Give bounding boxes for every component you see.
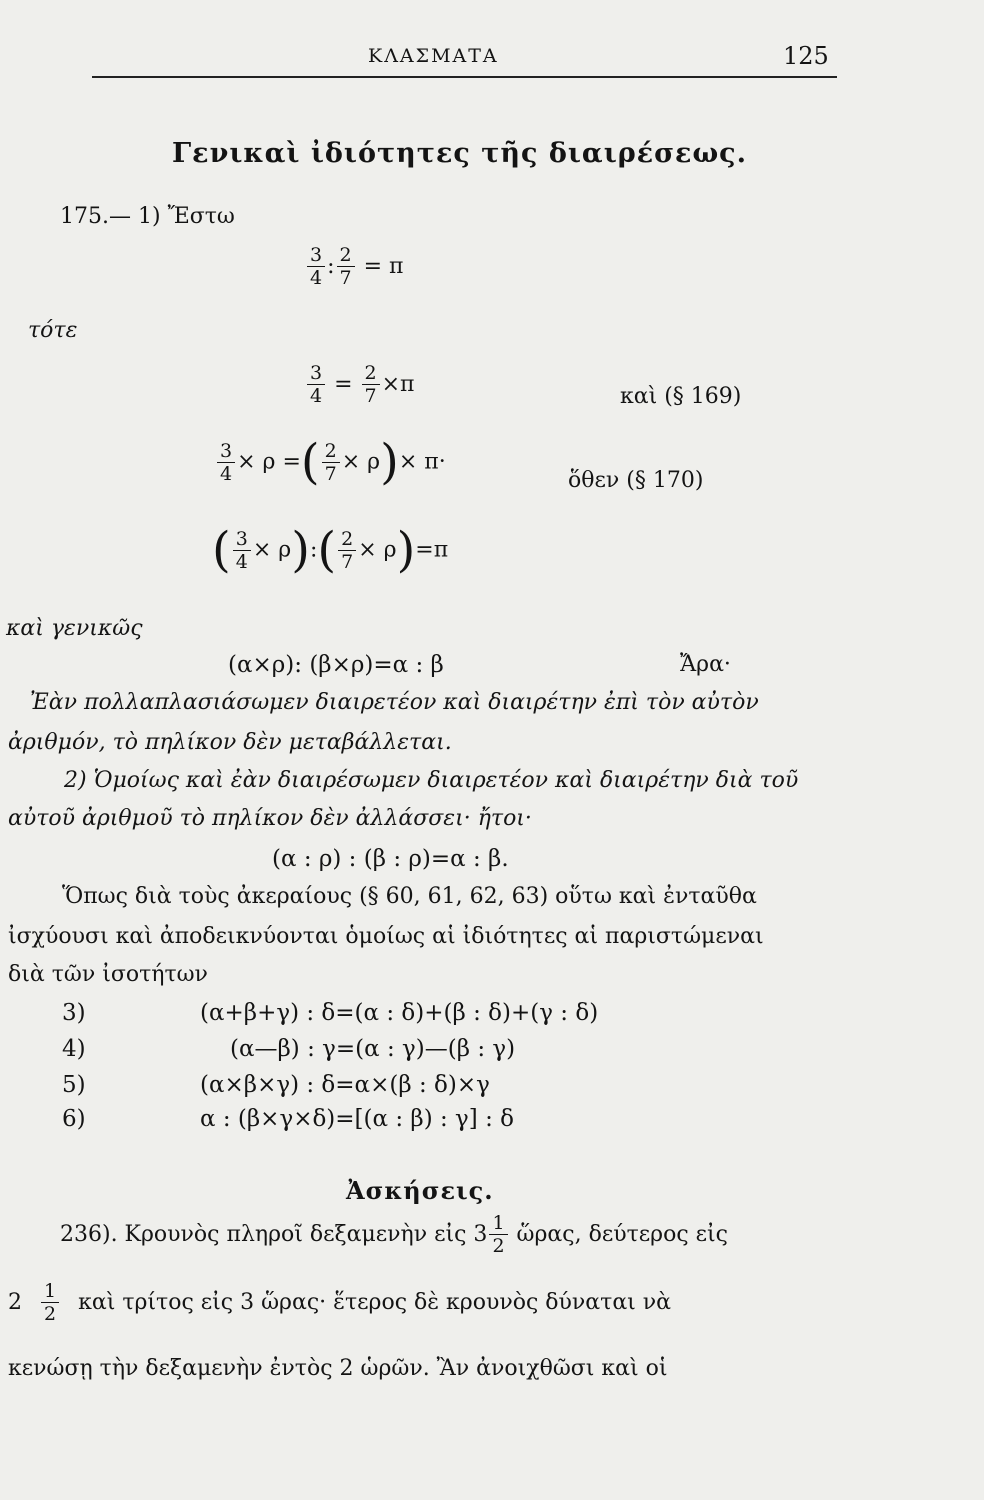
equation-5: (α×ρ): (β×ρ)=α : β [228, 652, 444, 678]
header-rule [92, 76, 837, 78]
exercise-236-line-2: 2 $\frac{1}{2}$ καὶ τρίτος εἰς 3 ὥρας· ἕτερος δὲ κρουνὸς δύναται νὰ [8, 1280, 672, 1325]
paragraph-text: Ἔστω [167, 204, 235, 229]
exercise-236-line-1: 236). Κρουνὸς πληροῖ δεξαμενὴν εἰς 3 $\frac{1}{2}$ ὥρας, δεύτερος εἰς [60, 1212, 728, 1257]
exercises-title: Ἀσκήσεις. [346, 1176, 494, 1205]
equation-2: $\frac{3}{4}$ = $\frac{2}{7}$ ×π [305, 362, 415, 407]
identity-4-number: 4) [62, 1036, 86, 1062]
page-number: 125 [783, 42, 829, 70]
para-line-3: διὰ τῶν ἰσοτήτων [8, 962, 208, 987]
identity-4: (α—β) : γ=(α : γ)—(β : γ) [230, 1036, 516, 1062]
rule-2-equation: (α : ρ) : (β : ρ)=α : β. [272, 846, 509, 872]
para-line-2: ἰσχύουσι καὶ ἀποδεικνύονται ὁμοίως αἱ ἰδιότητες αἱ παριστώμεναι [8, 924, 764, 949]
rule-2-line-1: 2) Ὁμοίως καὶ ἐὰν διαιρέσωμεν διαιρετέον καὶ διαιρέτην διὰ τοῦ [64, 768, 799, 793]
rule-2-line-2: αὐτοῦ ἀριθμοῦ τὸ πηλίκον δὲν ἀλλάσσει· ἤτοι· [8, 806, 532, 831]
running-header: ΚΛΑΣΜΑΤΑ [368, 45, 499, 67]
reference-170: ὅθεν (§ 170) [568, 468, 704, 493]
ara-label: Ἄρα· [680, 652, 731, 677]
equation-4: ( $\frac{3}{4}$ × ρ):( $\frac{2}{7}$ × ρ)=π [212, 522, 449, 578]
section-title: Γενικαὶ ἰδιότητες τῆς διαιρέσεως. [172, 138, 748, 169]
paragraph-175 [60, 204, 235, 229]
identity-3: (α+β+γ) : δ=(α : δ)+(β : δ)+(γ : δ) [200, 1000, 599, 1026]
tote-label: τότε [28, 318, 78, 343]
kai-genikos-label: καὶ γενικῶς [6, 616, 143, 641]
equation-1: $\frac{3}{4}$ : $\frac{2}{7}$ = π [305, 244, 404, 289]
equation-3: $\frac{3}{4}$ × ρ =( $\frac{2}{7}$ × ρ)× π· [215, 438, 446, 486]
identity-6-number: 6) [62, 1106, 86, 1132]
rule-1-line-1: Ἐὰν πολλαπλασιάσωμεν διαιρετέον καὶ διαιρέτην ἐπὶ τὸν αὐτὸν [30, 690, 759, 715]
reference-169: καὶ (§ 169) [620, 384, 742, 409]
para-line-1: Ὅπως διὰ τοὺς ἀκεραίους (§ 60, 61, 62, 63) οὕτω καὶ ἐνταῦθα [62, 884, 757, 909]
identity-6: α : (β×γ×δ)=[(α : β) : γ] : δ [200, 1106, 514, 1132]
identity-5-number: 5) [62, 1072, 86, 1098]
paragraph-number: 175.— 1) [60, 204, 161, 229]
exercise-236-line-3: κενώσῃ τὴν δεξαμενὴν ἐντὸς 2 ὡρῶν. Ἂν ἀνοιχθῶσι καὶ οἱ [8, 1356, 668, 1381]
rule-1-line-2: ἀριθμόν, τὸ πηλίκον δὲν μεταβάλλεται. [8, 730, 452, 755]
identity-3-number: 3) [62, 1000, 86, 1026]
identity-5: (α×β×γ) : δ=α×(β : δ)×γ [200, 1072, 490, 1098]
